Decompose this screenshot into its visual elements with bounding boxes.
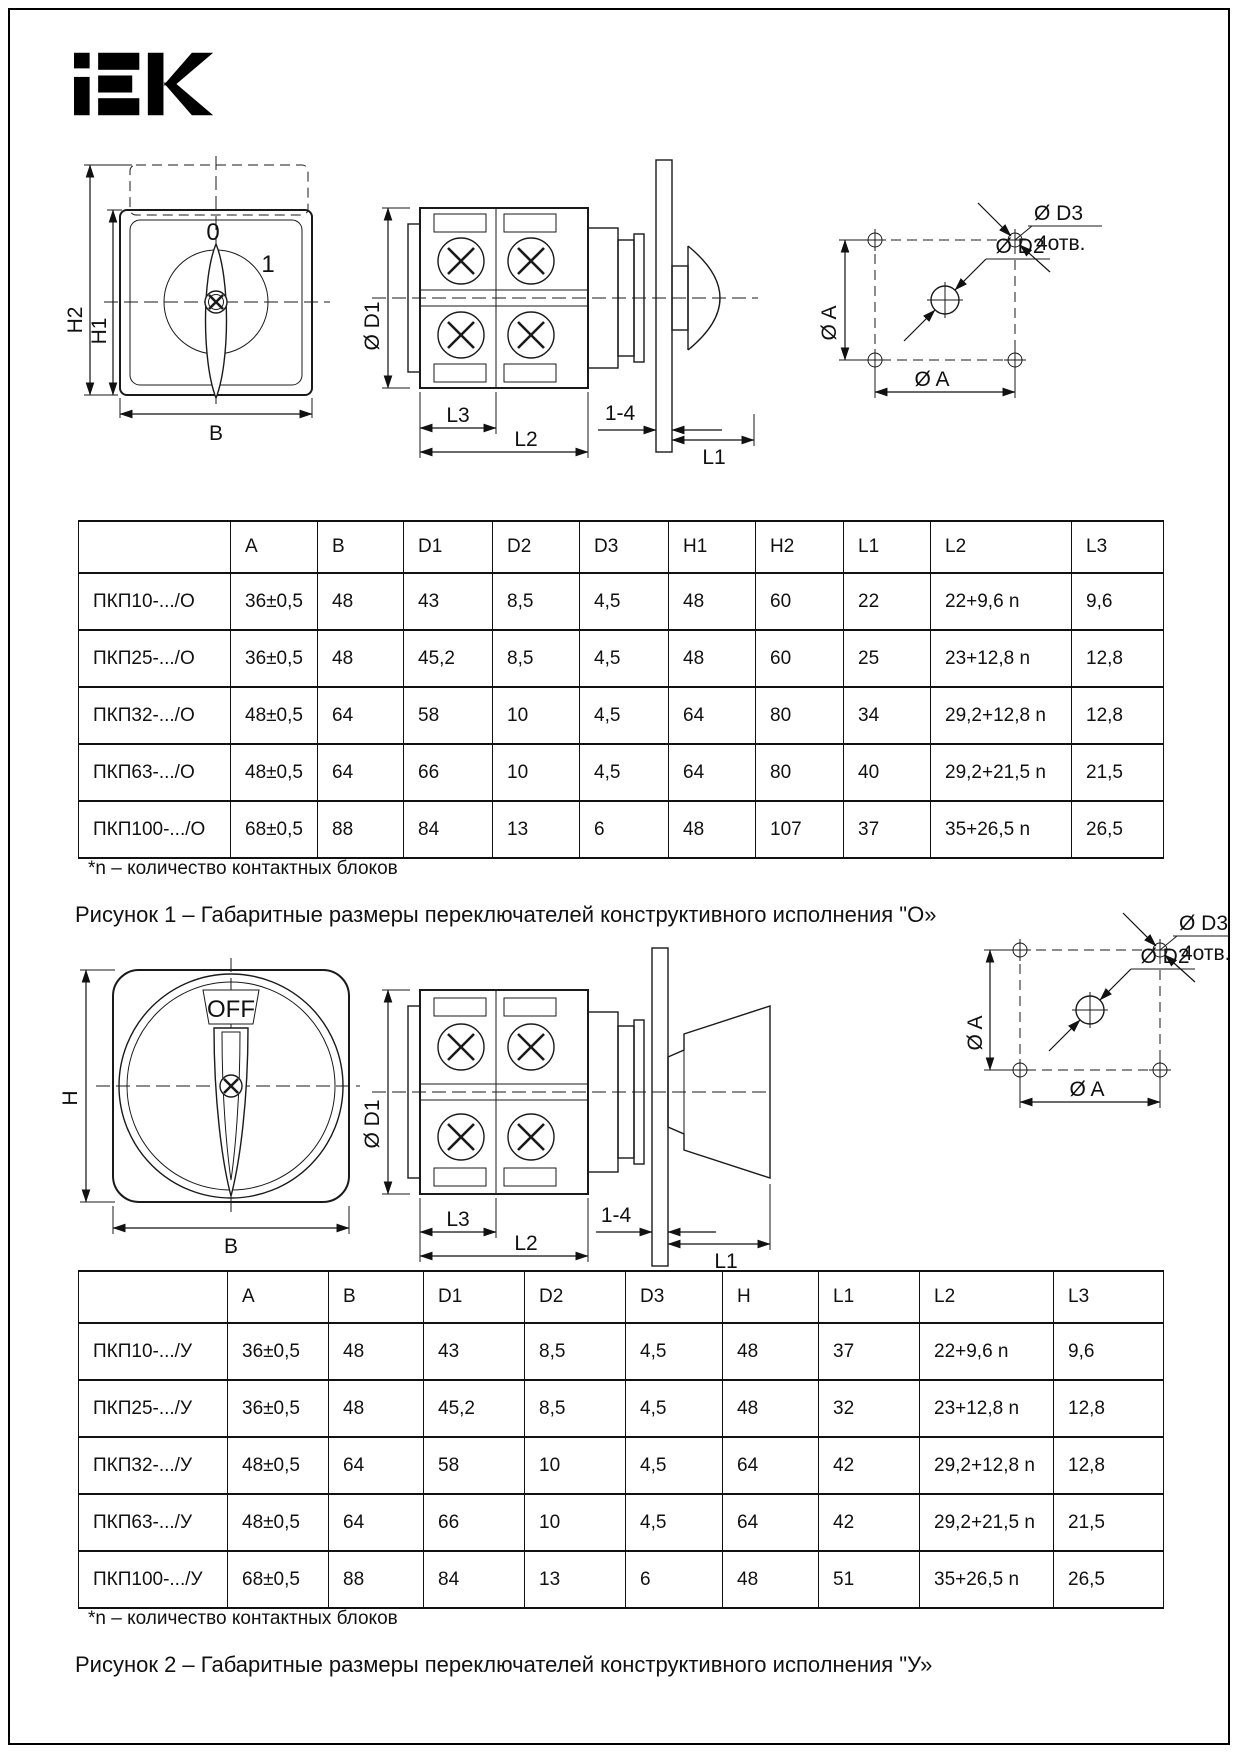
dimension-value: 80 [756, 687, 844, 744]
switch-handle [206, 244, 227, 398]
dimension-value: 48±0,5 [228, 1437, 329, 1494]
dimension-value: 64 [329, 1494, 424, 1551]
dimension-value: 6 [626, 1551, 723, 1608]
dim-a-vertical-label: Ø A [818, 305, 841, 341]
dim-h-label: H [59, 1090, 82, 1106]
column-header [79, 1271, 228, 1323]
dimension-value: 10 [525, 1437, 626, 1494]
row-label: ПКП32-.../У [79, 1437, 228, 1494]
dimension-value: 42 [819, 1437, 920, 1494]
dim-a-vertical-label: Ø A [964, 1015, 987, 1051]
fig1-mounting-holes-drawing [732, 158, 1104, 426]
position-1-label: 1 [261, 251, 275, 278]
column-header: A [228, 1271, 329, 1323]
dimension-value: 34 [844, 687, 931, 744]
dimension-value: 66 [424, 1494, 525, 1551]
dim-d2-label: Ø D2 [1140, 945, 1190, 968]
hole-count-label: 4отв. [1181, 942, 1231, 965]
table-row [79, 1323, 1164, 1380]
footnote: *n – количество контактных блоков [88, 858, 398, 879]
column-header: A [231, 521, 318, 573]
row-label: ПКП10-.../О [79, 573, 231, 630]
dimension-value: 12,8 [1072, 630, 1164, 687]
column-header: D1 [404, 521, 493, 573]
table-row [79, 1380, 1164, 1437]
dim-d1-label: Ø D1 [361, 301, 384, 351]
dimension-value: 21,5 [1054, 1494, 1164, 1551]
dimension-value: 64 [669, 687, 756, 744]
dimension-value: 35+26,5 n [931, 801, 1072, 858]
dimension-value: 64 [669, 744, 756, 801]
dimension-value: 4,5 [580, 687, 669, 744]
column-header: L1 [819, 1271, 920, 1323]
dimension-value: 48±0,5 [231, 744, 318, 801]
fig2-side-view-drawing [350, 942, 778, 1272]
column-header: D3 [626, 1271, 723, 1323]
dimension-value: 10 [493, 744, 580, 801]
dimensions-table-u [78, 1270, 1164, 1609]
row-label: ПКП100-.../У [79, 1551, 228, 1608]
dimension-value: 48±0,5 [228, 1494, 329, 1551]
dimension-value: 48 [669, 801, 756, 858]
panel-wall [656, 160, 672, 452]
dimension-value: 29,2+12,8 n [931, 687, 1072, 744]
dim-l3-label: L3 [446, 404, 470, 427]
table-row [79, 1551, 1164, 1608]
dimension-value: 84 [424, 1551, 525, 1608]
panel-wall [652, 948, 668, 1266]
table-row [79, 801, 1164, 858]
dimension-value: 8,5 [493, 573, 580, 630]
iek-logo [74, 52, 216, 116]
dimension-value: 88 [329, 1551, 424, 1608]
dimension-value: 4,5 [580, 573, 669, 630]
column-header: L2 [931, 521, 1072, 573]
dimension-value: 36±0,5 [231, 630, 318, 687]
dimension-value: 51 [819, 1551, 920, 1608]
fig1-front-view-drawing [56, 148, 352, 444]
column-header: L1 [844, 521, 931, 573]
dim-d1-label: Ø D1 [361, 1099, 384, 1149]
row-label: ПКП25-.../О [79, 630, 231, 687]
dimension-value: 23+12,8 n [920, 1380, 1054, 1437]
dim-h2-label: H2 [64, 306, 87, 334]
dim-b-label: B [223, 1235, 239, 1258]
dimension-value: 45,2 [424, 1380, 525, 1437]
dimension-value: 36±0,5 [228, 1323, 329, 1380]
dimension-value: 42 [819, 1494, 920, 1551]
dimension-value: 48 [318, 573, 404, 630]
dimension-value: 8,5 [525, 1380, 626, 1437]
dimension-value: 64 [318, 744, 404, 801]
hole-count-label: 4отв. [1036, 232, 1086, 255]
dimension-value: 9,6 [1054, 1323, 1164, 1380]
dimension-value: 25 [844, 630, 931, 687]
dimension-value: 22+9,6 n [931, 573, 1072, 630]
dimension-value: 12,8 [1054, 1437, 1164, 1494]
dimension-value: 48 [723, 1551, 819, 1608]
dimension-value: 80 [756, 744, 844, 801]
dimension-value: 48 [669, 630, 756, 687]
panel-thickness-label: 1-4 [604, 402, 636, 425]
dimension-value: 29,2+12,8 n [920, 1437, 1054, 1494]
dimension-value: 37 [819, 1323, 920, 1380]
column-header: B [318, 521, 404, 573]
dimension-value: 64 [723, 1437, 819, 1494]
dimension-value: 107 [756, 801, 844, 858]
header-row [79, 1271, 1164, 1323]
dimension-value: 10 [525, 1494, 626, 1551]
dimension-value: 12,8 [1054, 1380, 1164, 1437]
dimension-value: 12,8 [1072, 687, 1164, 744]
dimension-value: 36±0,5 [228, 1380, 329, 1437]
dimension-value: 26,5 [1072, 801, 1164, 858]
dimension-value: 43 [424, 1323, 525, 1380]
dimension-value: 45,2 [404, 630, 493, 687]
row-label: ПКП10-.../У [79, 1323, 228, 1380]
dimension-value: 29,2+21,5 n [920, 1494, 1054, 1551]
dimension-value: 60 [756, 630, 844, 687]
column-header: H1 [669, 521, 756, 573]
dimension-value: 22 [844, 573, 931, 630]
row-label: ПКП63-.../О [79, 744, 231, 801]
fig1-side-view-drawing [350, 148, 766, 469]
row-label: ПКП63-.../У [79, 1494, 228, 1551]
dimension-value: 6 [580, 801, 669, 858]
dimension-value: 88 [318, 801, 404, 858]
dimension-value: 8,5 [493, 630, 580, 687]
column-header: L2 [920, 1271, 1054, 1323]
column-header: H [723, 1271, 819, 1323]
table-row [79, 1494, 1164, 1551]
column-header: D2 [493, 521, 580, 573]
dimension-value: 21,5 [1072, 744, 1164, 801]
dimension-value: 29,2+21,5 n [931, 744, 1072, 801]
dimensions-table-o [78, 520, 1164, 859]
table-row [79, 744, 1164, 801]
dim-l2-label: L2 [514, 428, 538, 451]
panel-thickness-label: 1-4 [600, 1204, 632, 1227]
dimension-value: 40 [844, 744, 931, 801]
column-header: B [329, 1271, 424, 1323]
column-header: L3 [1054, 1271, 1164, 1323]
dim-a-horizontal-label: Ø A [914, 368, 950, 391]
header-row [79, 521, 1164, 573]
dimension-value: 43 [404, 573, 493, 630]
table-row [79, 1437, 1164, 1494]
dimension-value: 48 [329, 1323, 424, 1380]
dim-l3-label: L3 [446, 1208, 470, 1231]
dim-l1-label: L1 [714, 1250, 738, 1273]
dim-d3-label: Ø D3 [1179, 912, 1229, 935]
dim-l2-label: L2 [514, 1232, 538, 1255]
dimension-value: 4,5 [626, 1323, 723, 1380]
dimension-value: 60 [756, 573, 844, 630]
dim-d3-label: Ø D3 [1034, 202, 1084, 225]
dim-d2-label: Ø D2 [995, 235, 1045, 258]
position-0-label: 0 [206, 219, 220, 246]
column-header: D2 [525, 1271, 626, 1323]
fig2-mounting-holes-drawing [964, 865, 1231, 1165]
figure-2-caption: Рисунок 2 – Габаритные размеры переключателей конструктивного исполнения "У» [75, 1652, 933, 1677]
dimension-value: 22+9,6 n [920, 1323, 1054, 1380]
dimension-value: 48 [669, 573, 756, 630]
dimension-value: 26,5 [1054, 1551, 1164, 1608]
row-label: ПКП100-.../О [79, 801, 231, 858]
dimension-value: 48 [329, 1380, 424, 1437]
dimension-value: 64 [329, 1437, 424, 1494]
dimension-value: 13 [525, 1551, 626, 1608]
dimension-value: 4,5 [580, 744, 669, 801]
column-header: D1 [424, 1271, 525, 1323]
dimension-value: 4,5 [580, 630, 669, 687]
dim-b-label: B [208, 422, 224, 445]
dimension-value: 37 [844, 801, 931, 858]
dimension-value: 64 [723, 1494, 819, 1551]
dimension-value: 68±0,5 [231, 801, 318, 858]
table-row [79, 687, 1164, 744]
row-label: ПКП32-.../О [79, 687, 231, 744]
switch-handle [214, 1028, 248, 1196]
off-position-label: OFF [207, 996, 255, 1023]
dimension-value: 48 [318, 630, 404, 687]
dimension-value: 64 [318, 687, 404, 744]
dimension-value: 9,6 [1072, 573, 1164, 630]
dimension-value: 23+12,8 n [931, 630, 1072, 687]
dimension-value: 68±0,5 [228, 1551, 329, 1608]
dimension-value: 10 [493, 687, 580, 744]
dimension-value: 48 [723, 1380, 819, 1437]
column-header: D3 [580, 521, 669, 573]
dim-h1-label: H1 [88, 317, 111, 345]
fig2-front-view-drawing [56, 950, 362, 1256]
dimension-value: 58 [404, 687, 493, 744]
column-header [79, 521, 231, 573]
dim-a-horizontal-label: Ø A [1069, 1078, 1105, 1101]
dimension-value: 84 [404, 801, 493, 858]
dimension-value: 8,5 [525, 1323, 626, 1380]
column-header: H2 [756, 521, 844, 573]
footnote: *n – количество контактных блоков [88, 1608, 398, 1629]
dimension-value: 4,5 [626, 1437, 723, 1494]
table-row [79, 630, 1164, 687]
dimension-value: 36±0,5 [231, 573, 318, 630]
figure-1-caption: Рисунок 1 – Габаритные размеры переключателей конструктивного исполнения "О» [75, 902, 937, 927]
dimension-value: 48±0,5 [231, 687, 318, 744]
dimension-value: 48 [723, 1323, 819, 1380]
row-label: ПКП25-.../У [79, 1380, 228, 1437]
table-row [79, 573, 1164, 630]
dimension-value: 32 [819, 1380, 920, 1437]
dimension-value: 66 [404, 744, 493, 801]
dimension-value: 58 [424, 1437, 525, 1494]
dim-l1-label: L1 [702, 446, 726, 469]
dimension-value: 13 [493, 801, 580, 858]
dimension-value: 35+26,5 n [920, 1551, 1054, 1608]
dimension-value: 4,5 [626, 1380, 723, 1437]
dimension-value: 4,5 [626, 1494, 723, 1551]
column-header: L3 [1072, 521, 1164, 573]
